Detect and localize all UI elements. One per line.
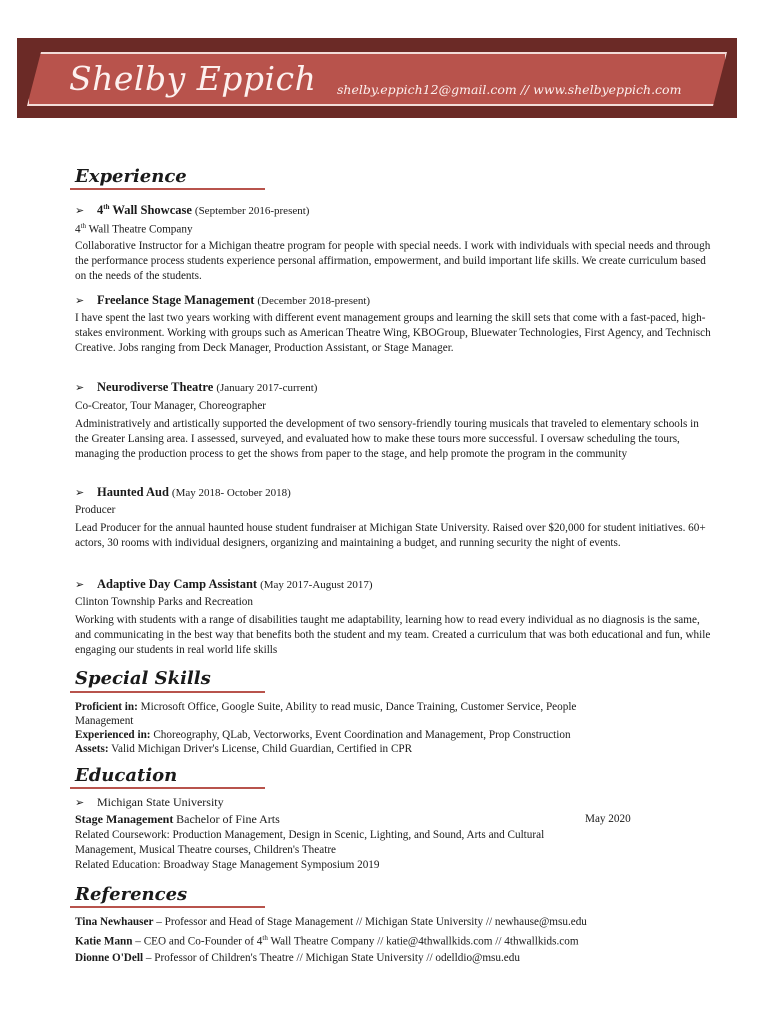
arrow-bullet-icon: ➢ <box>75 382 85 394</box>
job-description: Working with students with a range of disabilities taught me adaptability, learning how to read every individual as no diagnosis is the same, and communicating in the best way that benefits both the student and my team. Created a curriculum that was both educational and fun, while engaging our students in real world life skills <box>75 614 711 656</box>
arrow-bullet-icon: ➢ <box>75 487 85 499</box>
skills-proficient-cont: Management <box>75 715 134 727</box>
section-title-references: References <box>75 884 188 905</box>
education-coursework-cont: Management, Musical Theatre courses, Children's Theatre <box>75 844 337 856</box>
education-related: Related Education: Broadway Stage Management Symposium 2019 <box>75 859 380 871</box>
reference-item: Dionne O'Dell – Professor of Children's Theatre // Michigan State University // odelldio@msu.edu <box>75 952 520 964</box>
job-description: Lead Producer for the annual haunted house student fundraiser at Michigan State University. Raised over $20,000 for student initiatives. 60+ actors, 30 rooms with individual designers, organizing and maintaining a budget, and running security the night of events. <box>75 522 706 549</box>
education-coursework: Related Coursework: Production Management, Design in Scenic, Lighting, and Sound, Arts and Cultural <box>75 829 545 841</box>
section-rule <box>70 787 265 789</box>
reference-item: Katie Mann – CEO and Co-Founder of 4th Wall Theatre Company // katie@4thwallkids.com // 4thwallkids.com <box>75 934 579 948</box>
reference-item: Tina Newhauser – Professor and Head of Stage Management // Michigan State University // newhause@msu.edu <box>75 916 587 928</box>
job-heading: ➢ Freelance Stage Management (December 2018-present) <box>75 293 371 307</box>
job-description: Administratively and artistically supported the development of two sensory-friendly touring musicals that traveled to elementary schools in the Greater Lansing area. I assessed, surveyed, and evaluated how to make these tours more successful. I oversaw scheduling the tours, managing the production process to get the shows from paper to the stage, and help promote the program in the community <box>75 418 699 460</box>
section-title-education: Education <box>75 765 178 786</box>
education-degree: Stage Management Bachelor of Fine Arts <box>75 812 280 826</box>
skills-proficient: Proficient in: Microsoft Office, Google Suite, Ability to read music, Dance Training, Customer Service, People <box>75 701 577 713</box>
job-dates: (September 2016-present) <box>194 205 310 218</box>
job-dates: (January 2017-current) <box>216 382 318 394</box>
section-rule <box>70 691 265 693</box>
contact-info: shelby.eppich12@gmail.com // www.shelbyeppich.com <box>337 82 682 97</box>
arrow-bullet-icon: ➢ <box>75 579 85 591</box>
arrow-bullet-icon: ➢ <box>75 797 85 809</box>
job-heading: ➢ 4th Wall Showcase (September 2016-present) <box>75 203 310 218</box>
section-rule <box>70 906 265 908</box>
job-role: Co-Creator, Tour Manager, Choreographer <box>75 400 267 412</box>
job-heading: ➢ Haunted Aud (May 2018- October 2018) <box>75 485 291 499</box>
job-role: Clinton Township Parks and Recreation <box>75 596 253 608</box>
job-dates: (May 2017-August 2017) <box>260 579 373 591</box>
job-dates: (May 2018- October 2018) <box>171 487 291 499</box>
skills-experienced: Experienced in: Choreography, QLab, Vectorworks, Event Coordination and Management, Prop Construction <box>75 729 571 741</box>
section-title-skills: Special Skills <box>75 668 211 689</box>
job-dates: (December 2018-present) <box>257 295 371 307</box>
job-description: Collaborative Instructor for a Michigan theatre program for people with special needs. I work with individuals with special needs and through the performance process students experience personal affirmation, empowerment, and build important life skills. We create curriculum based on the needs of the students. <box>75 240 711 282</box>
section-title-experience: Experience <box>75 166 187 187</box>
job-heading: ➢ Neurodiverse Theatre (January 2017-current) <box>75 380 318 394</box>
header-banner <box>17 38 737 118</box>
job-heading: ➢ Adaptive Day Camp Assistant (May 2017-August 2017) <box>75 577 373 591</box>
section-rule <box>70 188 265 190</box>
arrow-bullet-icon: ➢ <box>75 295 85 307</box>
job-description: I have spent the last two years working with different event management groups and learning the skill sets that come with a fast-paced, high-stakes environment. Working with groups such as American Theatre Wing, KBOGroup, Bluewater Technologies, First Agency, and Technisch Creative. Jobs ranging from Deck Manager, Production Assistant, or Stage Manager. <box>75 312 711 354</box>
education-date: May 2020 <box>585 813 631 825</box>
job-role: Producer <box>75 504 116 516</box>
job-role: 4th Wall Theatre Company <box>75 222 193 236</box>
education-school: ➢ Michigan State University <box>75 795 224 809</box>
candidate-name: Shelby Eppich <box>69 59 317 98</box>
skills-assets: Assets: Valid Michigan Driver's License, Child Guardian, Certified in CPR <box>75 743 413 755</box>
arrow-bullet-icon: ➢ <box>75 205 85 218</box>
